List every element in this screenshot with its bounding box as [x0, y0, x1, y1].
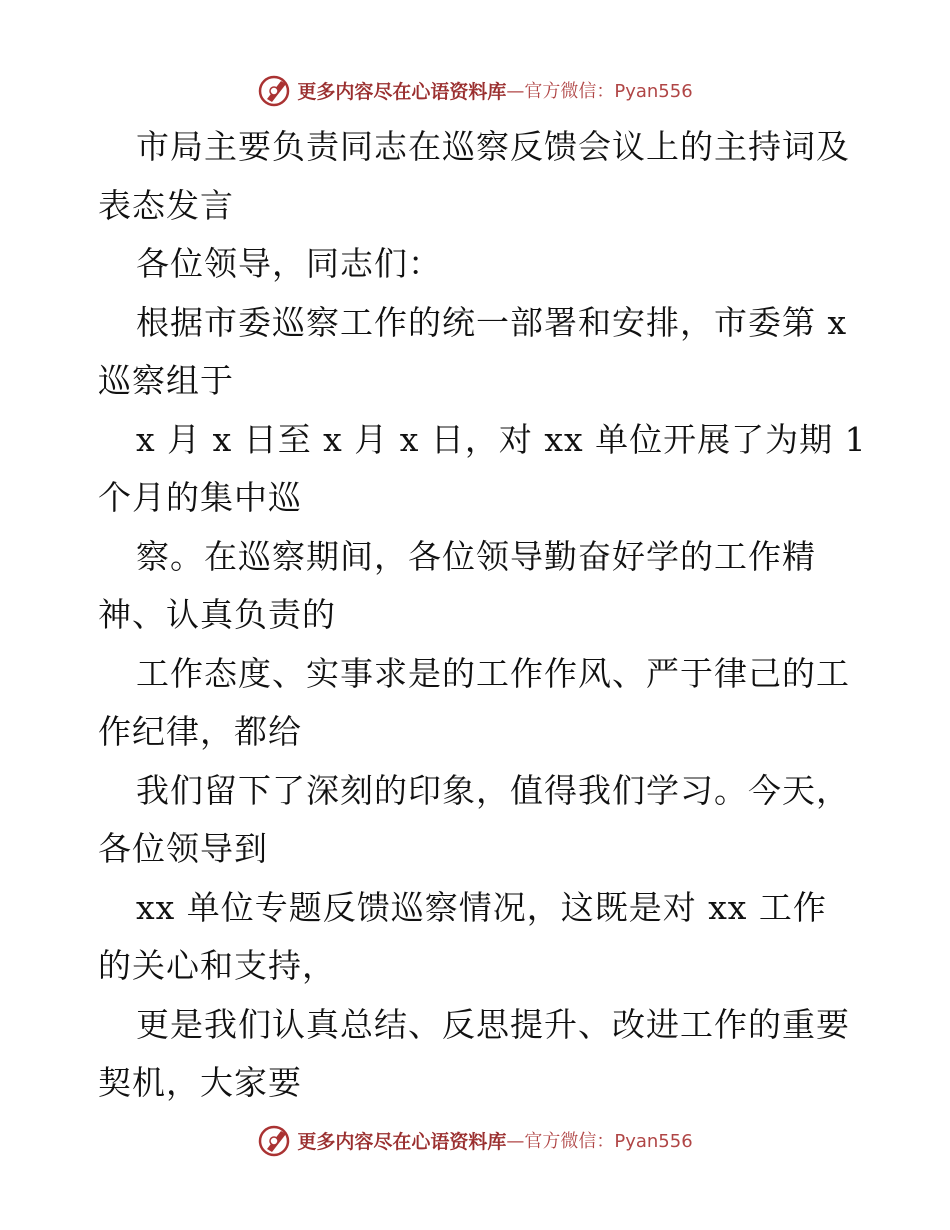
paragraph	[98, 235, 858, 294]
paragraph-line: 各位领导，同志们：	[136, 244, 442, 283]
paragraph	[98, 762, 858, 879]
paragraph-line: 察。在巡察期间，各位领导勤奋好学的工作精	[136, 536, 816, 576]
paragraph	[98, 118, 858, 235]
paragraph-line: 契机，大家要	[98, 1063, 302, 1102]
banner-main-text: 更多内容尽在心语资料库	[297, 80, 507, 103]
pen-logo-icon	[257, 72, 293, 108]
banner-contact-text: —官方微信：Pyan556	[506, 1131, 693, 1152]
paragraph-line: 根据市委巡察工作的统一部署和安排，市委第 x	[136, 302, 848, 342]
paragraph-line: 各位领导到	[98, 829, 268, 868]
document-body	[98, 118, 867, 1113]
paragraph-line: 我们留下了深刻的印象，值得我们学习。今天，	[136, 770, 850, 810]
paragraph	[98, 294, 858, 411]
pen-logo-icon	[257, 1122, 293, 1158]
paragraph-line: xx 单位专题反馈巡察情况，这既是对 xx 工作	[136, 887, 827, 927]
banner-contact-text: —官方微信：Pyan556	[506, 81, 693, 102]
paragraph-line: 市局主要负责同志在巡察反馈会议上的主持词及	[136, 127, 850, 166]
paragraph-line: 个月的集中巡	[98, 478, 302, 517]
paragraph	[98, 645, 858, 762]
paragraph-line: x 月 x 日至 x 月 x 日，对 xx 单位开展了为期 1	[136, 419, 867, 459]
footer-banner	[0, 1120, 950, 1160]
paragraph	[98, 996, 858, 1113]
header-banner	[0, 70, 950, 110]
paragraph	[98, 528, 858, 645]
paragraph	[98, 411, 867, 528]
banner-main-text: 更多内容尽在心语资料库	[297, 1130, 507, 1153]
paragraph-line: 神、认真负责的	[98, 595, 336, 634]
paragraph-line: 表态发言	[98, 185, 234, 225]
paragraph	[98, 879, 858, 996]
paragraph-line: 更是我们认真总结、反思提升、改进工作的重要	[136, 1004, 850, 1044]
paragraph-line: 工作态度、实事求是的工作作风、严于律己的工	[136, 653, 850, 693]
paragraph-line: 作纪律，都给	[98, 712, 302, 751]
paragraph-line: 巡察组于	[98, 361, 234, 400]
paragraph-line: 的关心和支持，	[98, 946, 336, 985]
